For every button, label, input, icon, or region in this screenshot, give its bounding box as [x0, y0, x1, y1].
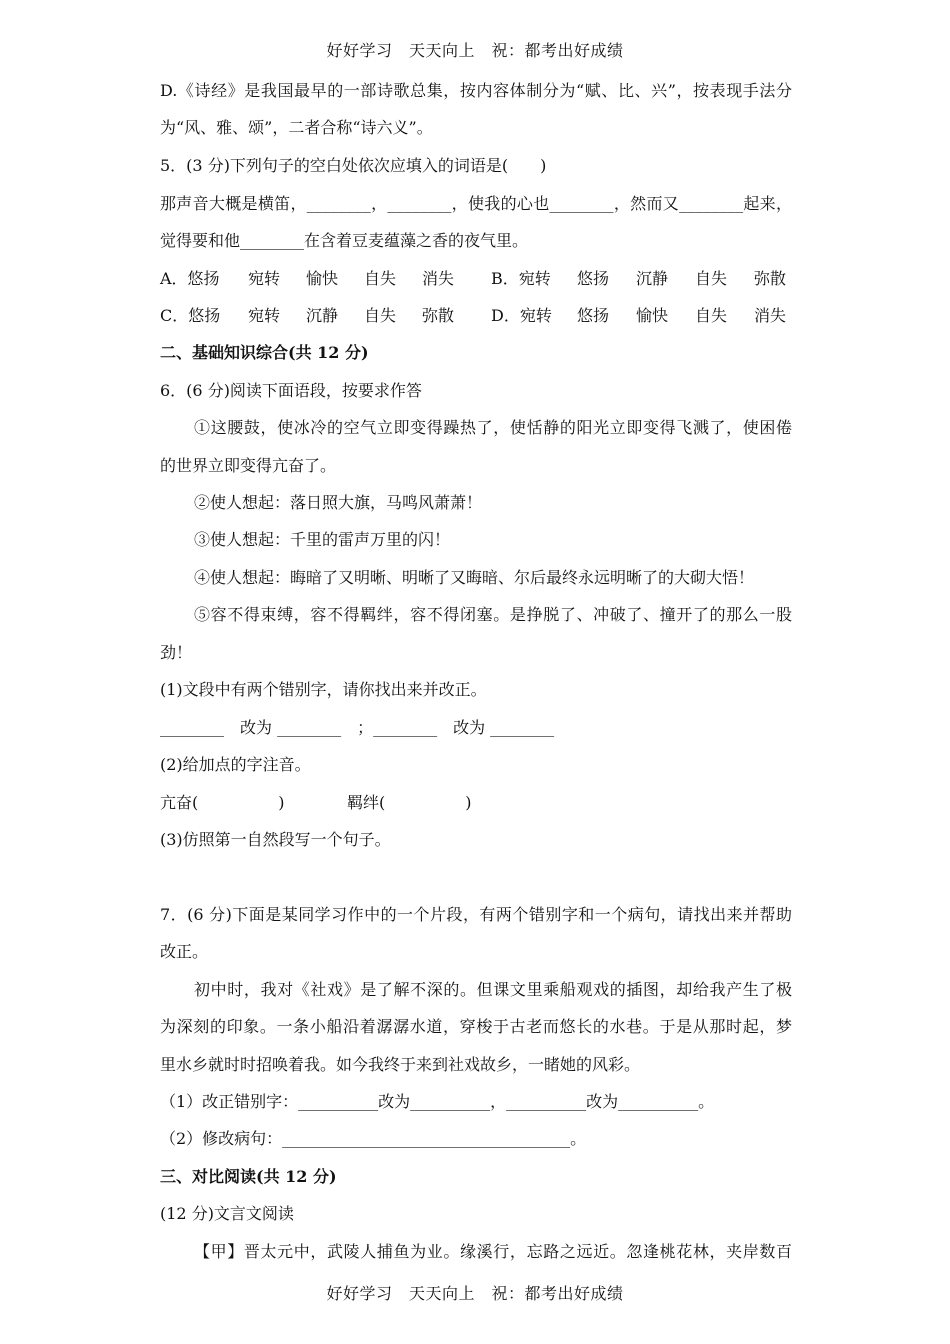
subquestion-3: (3)仿照第一自然段写一个句子。	[160, 830, 391, 849]
passage-para-5-line2: 劲！	[160, 643, 193, 662]
question-5-sentence-1: 那声音大概是横笛，________，________，使我的心也________，然而又________起来，	[160, 194, 792, 213]
option-c-word-3: 沉静	[306, 306, 339, 325]
subquestion-1: (1)文段中有两个错别字，请你找出来并改正。	[160, 680, 487, 699]
essay-line-1: 初中时，我对《社戏》是了解不深的。但课文里乘船观戏的插图，却给我产生了极	[194, 980, 792, 999]
section-3-heading: 三、对比阅读(共 12 分)	[160, 1167, 337, 1186]
option-d-word-3: 愉快	[636, 306, 669, 325]
option-c-word-5: 弥散	[422, 306, 455, 325]
option-a-word-4: 自失	[364, 269, 397, 288]
question-5-sentence-2: 觉得要和他________在含着豆麦蕴藻之香的夜气里。	[160, 231, 529, 250]
subquestion-2-blank-a[interactable]: 亢奋( )	[160, 793, 285, 812]
subquestion-2: (2)给加点的字注音。	[160, 755, 311, 774]
option-c	[160, 305, 480, 327]
classical-text-line1: 【甲】晋太元中，武陵人捕鱼为业。缘溪行，忘路之远近。忽逢桃花林，夹岸数百	[194, 1242, 792, 1261]
option-d-word-1: D．宛转	[491, 306, 552, 325]
passage-para-2: ②使人想起：落日照大旗，马鸣风萧萧！	[194, 493, 483, 512]
question-6-stem: 6．(6 分)阅读下面语段，按要求作答	[160, 381, 422, 400]
option-a-word-5: 消失	[422, 269, 455, 288]
option-c-word-1: C．悠扬	[160, 306, 221, 325]
subquestion-1-blanks[interactable]: ________ 改为 ________ ；________ 改为 ________	[160, 718, 555, 737]
page-footer: 好好学习 天天向上 祝：都考出好成绩	[326, 1284, 624, 1303]
passage-para-1-line2: 的世界立即变得亢奋了。	[160, 456, 337, 475]
option-d-word-5: 消失	[754, 306, 787, 325]
essay-line-2: 为深刻的印象。一条小船沿着潺潺水道，穿梭于古老而悠长的水巷。于是从那时起，梦	[160, 1017, 792, 1036]
option-a-word-2: 宛转	[248, 269, 281, 288]
question-7-fill-typos[interactable]: （1）改正错别字：__________改为__________，__________改为__________。	[160, 1092, 715, 1111]
option-b-word-1: B．宛转	[491, 269, 551, 288]
option-a-word-1: A．悠扬	[160, 269, 220, 288]
option-a-word-3: 愉快	[306, 269, 339, 288]
passage-para-1-line1: ①这腰鼓，使冰冷的空气立即变得躁热了，使恬静的阳光立即变得飞溅了，使困倦	[194, 418, 792, 437]
section-2-heading: 二、基础知识综合(共 12 分)	[160, 343, 369, 362]
question-8-stem: (12 分)文言文阅读	[160, 1204, 294, 1223]
option-d-word-2: 悠扬	[577, 306, 610, 325]
passage-para-4: ④使人想起：晦暗了又明晰、明晰了又晦暗、尔后最终永远明晰了的大砌大悟！	[194, 568, 755, 587]
option-d-line2: 为“风、雅、颂”，二者合称“诗六义”。	[160, 118, 433, 137]
option-a	[160, 268, 480, 290]
option-c-word-4: 自失	[364, 306, 397, 325]
question-7-stem-line1: 7．(6 分)下面是某同学习作中的一个片段，有两个错别字和一个病句，请找出来并帮助	[160, 905, 792, 924]
question-5-stem: 5．(3 分)下列句子的空白处依次应填入的词语是( )	[160, 156, 547, 175]
option-b-word-3: 沉静	[636, 269, 669, 288]
question-7-fill-sentence[interactable]: （2）修改病句：____________________________________。	[160, 1129, 587, 1148]
option-b	[491, 268, 794, 290]
option-b-word-2: 悠扬	[577, 269, 610, 288]
option-d-line1: D.《诗经》是我国最早的一部诗歌总集，按内容体制分为“赋、比、兴”，按表现手法分	[160, 81, 792, 100]
subquestion-2-blank-b[interactable]: 羁绊( )	[347, 793, 472, 812]
option-c-word-2: 宛转	[248, 306, 281, 325]
option-b-word-5: 弥散	[754, 269, 787, 288]
passage-para-3: ③使人想起：千里的雷声万里的闪！	[194, 530, 451, 549]
page-header: 好好学习 天天向上 祝：都考出好成绩	[326, 41, 624, 60]
passage-para-5-line1: ⑤容不得束缚，容不得羁绊，容不得闭塞。是挣脱了、冲破了、撞开了的那么一股	[194, 605, 792, 624]
question-7-stem-line2: 改正。	[160, 942, 209, 961]
option-b-word-4: 自失	[695, 269, 728, 288]
option-d	[491, 305, 794, 327]
option-d-word-4: 自失	[695, 306, 728, 325]
essay-line-3: 里水乡就时时招唤着我。如今我终于来到社戏故乡，一睹她的风彩。	[160, 1055, 641, 1074]
